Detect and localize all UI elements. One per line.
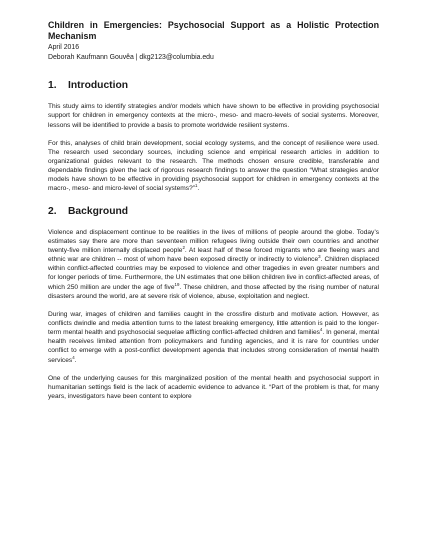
paragraph-text: . At least half of these forced migrants who are fleeing wars and ethnic war are children -- most of whom have been exposed directly or indirectly to violence xyxy=(48,246,379,264)
section-title: Background xyxy=(68,205,129,217)
paragraph xyxy=(48,228,379,301)
footnote-ref: 3 xyxy=(318,253,321,259)
paragraph xyxy=(48,139,379,194)
document-content xyxy=(48,20,379,401)
paragraph xyxy=(48,374,379,401)
footnote-ref: 19 xyxy=(174,281,180,287)
section-heading-background xyxy=(48,205,379,218)
paragraph-text: . In general, mental health receives limited attention from policymakers and funding agencies, and it is rare for countries under conflict to emerge with a post-conflict development agenda that includes strong consideration of mental health services xyxy=(48,329,379,364)
footnote-ref: 1 xyxy=(194,183,198,189)
paragraph-text: For this, analyses of child brain development, social ecology systems, and the concept of resilience were used. The research used secondary sources, including science and empirical research articles in addition to organizational guides relevant to the research. The methods chosen ensure credible, transferable and dependable findings given the lack of rigorous research findings to answer the question “What strategies and/or models have shown to be effective in providing psychosocial support for children in emergency contexts at the macro-, meso- and micro-level of social systems?” xyxy=(48,139,379,193)
paragraph-text: . xyxy=(197,185,200,193)
paragraph-text: . xyxy=(74,356,77,364)
paragraph xyxy=(48,102,379,129)
footnote-ref: 2 xyxy=(182,244,185,250)
paragraph xyxy=(48,310,379,365)
paragraph-text: One of the underlying causes for this marginalized position of the mental health and psychosocial support in humanitarian settings field is the lack of academic evidence to advance it. “Part of the problem is that, for many years, investigators have been content to explore xyxy=(48,374,379,401)
section-heading-introduction xyxy=(48,79,379,92)
paragraph-text: . Children displaced within conflict-affected countries may be exposed to violence and other tragedies in even greater numbers and for longer periods of time. Furthermore, the UN estimates that one billion children live in conflict-affected areas, of which 250 million are under the age of five xyxy=(48,256,379,291)
paragraph-text: During war, images of children and families caught in the crossfire disturb and motivate action. However, as conflicts dwindle and media attention turns to the latest breaking emergency, little attention is paid to the longer-term mental health and psychosocial sequelae afflicting conflict-affected children and families xyxy=(48,310,379,337)
paragraph-text: . These children, and those affected by the rising number of natural disasters around the world, are at severe risk of violence, abuse, exploitation and neglect. xyxy=(48,283,379,300)
document-date: April 2016 xyxy=(48,44,80,51)
footnote-ref: 4 xyxy=(72,354,75,360)
section-number: 2. xyxy=(48,205,57,217)
footnote-ref: 4 xyxy=(319,326,323,332)
paragraph-text: This study aims to identify strategies and/or models which have shown to be effective in providing psychosocial support for children in emergency contexts at the micro-, meso- and macro-levels of social systems. Moreover, lessons will be identified to provide a basis to promote worldwide resilient systems. xyxy=(48,103,379,129)
section-title: Introduction xyxy=(68,80,129,92)
section-number: 1. xyxy=(48,80,57,92)
document-author: Deborah Kaufmann Gouvêa | dkg2123@columbia.edu xyxy=(48,53,214,61)
document-title: Children in Emergencies: Psychosocial Support as a Holistic Protection Mechanism xyxy=(48,20,379,41)
paragraph-text: Violence and displacement continue to be realities in the lives of millions of people around the globe. Today’s estimates say there are more than seventeen million refugees living outside their own countries and another twenty-five million internally displaced people xyxy=(48,228,379,254)
